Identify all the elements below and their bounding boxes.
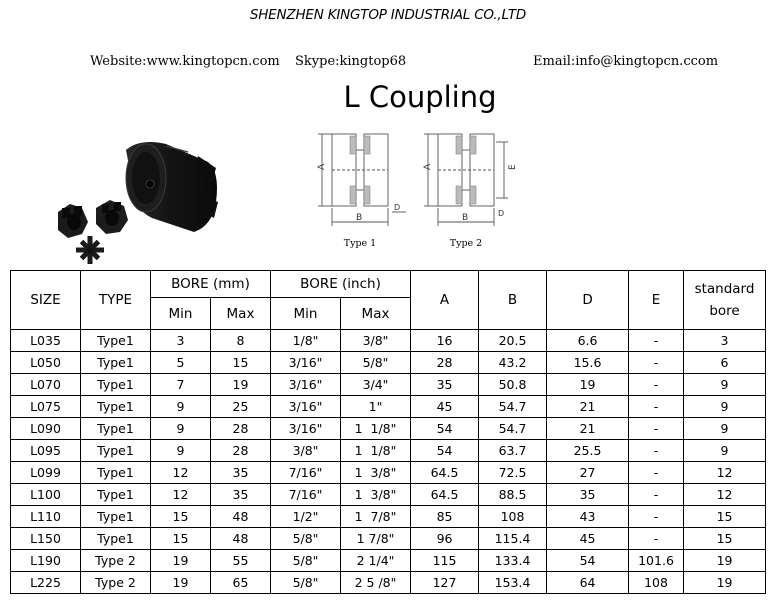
cell-bore-inch-max: 5/8" bbox=[341, 352, 411, 374]
type1-dim-b-label: B bbox=[356, 213, 363, 223]
type2-dimension-drawing bbox=[416, 128, 516, 236]
email-text: Email:info@kingtopcn.ccom bbox=[533, 54, 719, 69]
cell-bore-mm-max: 28 bbox=[211, 418, 271, 440]
cell-a: 64.5 bbox=[411, 462, 479, 484]
cell-e: - bbox=[629, 440, 684, 462]
cell-bore-mm-max: 19 bbox=[211, 374, 271, 396]
cell-b: 63.7 bbox=[479, 440, 547, 462]
cell-standard-bore: 19 bbox=[684, 550, 766, 572]
cell-d: 64 bbox=[547, 572, 629, 594]
header-d: D bbox=[547, 271, 629, 330]
cell-d: 35 bbox=[547, 484, 629, 506]
type1-dim-a-label: A bbox=[317, 163, 327, 170]
cell-e: - bbox=[629, 374, 684, 396]
cell-b: 108 bbox=[479, 506, 547, 528]
cell-standard-bore: 6 bbox=[684, 352, 766, 374]
cell-bore-inch-max: 1 1/8" bbox=[341, 440, 411, 462]
cell-bore-inch-max: 1 3/8" bbox=[341, 462, 411, 484]
cell-type: Type1 bbox=[81, 396, 151, 418]
cell-size: L100 bbox=[11, 484, 81, 506]
cell-standard-bore: 19 bbox=[684, 572, 766, 594]
cell-bore-inch-min: 7/16" bbox=[271, 484, 341, 506]
cell-b: 115.4 bbox=[479, 528, 547, 550]
cell-bore-mm-max: 28 bbox=[211, 440, 271, 462]
cell-type: Type1 bbox=[81, 484, 151, 506]
table-row bbox=[11, 506, 766, 528]
cell-d: 21 bbox=[547, 418, 629, 440]
cell-bore-mm-max: 35 bbox=[211, 462, 271, 484]
cell-e: - bbox=[629, 484, 684, 506]
cell-size: L035 bbox=[11, 330, 81, 352]
cell-d: 54 bbox=[547, 550, 629, 572]
cell-type: Type1 bbox=[81, 330, 151, 352]
cell-bore-mm-max: 48 bbox=[211, 528, 271, 550]
cell-bore-inch-min: 3/16" bbox=[271, 374, 341, 396]
cell-e: - bbox=[629, 506, 684, 528]
cell-bore-mm-min: 15 bbox=[151, 506, 211, 528]
cell-bore-mm-min: 9 bbox=[151, 418, 211, 440]
cell-size: L099 bbox=[11, 462, 81, 484]
cell-type: Type1 bbox=[81, 418, 151, 440]
cell-bore-mm-max: 35 bbox=[211, 484, 271, 506]
cell-standard-bore: 15 bbox=[684, 506, 766, 528]
cell-bore-mm-max: 15 bbox=[211, 352, 271, 374]
cell-bore-mm-min: 12 bbox=[151, 484, 211, 506]
cell-d: 25.5 bbox=[547, 440, 629, 462]
cell-b: 43.2 bbox=[479, 352, 547, 374]
type2-dim-b-label: B bbox=[462, 213, 469, 223]
header-mm-min: Min bbox=[151, 298, 211, 330]
cell-bore-mm-max: 65 bbox=[211, 572, 271, 594]
cell-e: - bbox=[629, 352, 684, 374]
cell-standard-bore: 12 bbox=[684, 462, 766, 484]
cell-type: Type1 bbox=[81, 352, 151, 374]
cell-size: L110 bbox=[11, 506, 81, 528]
cell-bore-inch-max: 2 5 /8" bbox=[341, 572, 411, 594]
cell-standard-bore: 9 bbox=[684, 440, 766, 462]
cell-bore-inch-min: 3/16" bbox=[271, 418, 341, 440]
cell-d: 43 bbox=[547, 506, 629, 528]
table-header-row-1 bbox=[11, 271, 766, 298]
type2-caption: Type 2 bbox=[449, 238, 483, 249]
cell-a: 96 bbox=[411, 528, 479, 550]
cell-bore-inch-min: 5/8" bbox=[271, 572, 341, 594]
cell-bore-mm-max: 8 bbox=[211, 330, 271, 352]
table-row bbox=[11, 396, 766, 418]
type1-dimension-drawing bbox=[310, 128, 410, 236]
cell-a: 115 bbox=[411, 550, 479, 572]
cell-bore-inch-max: 1 7/8" bbox=[341, 528, 411, 550]
cell-size: L050 bbox=[11, 352, 81, 374]
cell-a: 127 bbox=[411, 572, 479, 594]
cell-d: 21 bbox=[547, 396, 629, 418]
table-row bbox=[11, 418, 766, 440]
skype-text: Skype:kingtop68 bbox=[295, 54, 407, 69]
cell-standard-bore: 9 bbox=[684, 396, 766, 418]
cell-e: - bbox=[629, 418, 684, 440]
cell-b: 153.4 bbox=[479, 572, 547, 594]
cell-d: 27 bbox=[547, 462, 629, 484]
cell-bore-mm-max: 25 bbox=[211, 396, 271, 418]
cell-type: Type1 bbox=[81, 440, 151, 462]
cell-bore-mm-max: 55 bbox=[211, 550, 271, 572]
cell-bore-mm-min: 9 bbox=[151, 396, 211, 418]
coupling-spec-table bbox=[10, 270, 766, 594]
cell-bore-mm-min: 9 bbox=[151, 440, 211, 462]
cell-bore-inch-min: 3/16" bbox=[271, 352, 341, 374]
table-row bbox=[11, 330, 766, 352]
cell-d: 45 bbox=[547, 528, 629, 550]
cell-standard-bore: 12 bbox=[684, 484, 766, 506]
cell-size: L075 bbox=[11, 396, 81, 418]
coupling-product-photo bbox=[48, 122, 228, 266]
header-mm-max: Max bbox=[211, 298, 271, 330]
header-size: SIZE bbox=[11, 271, 81, 330]
cell-b: 54.7 bbox=[479, 418, 547, 440]
drawing-type2 bbox=[416, 128, 516, 254]
type2-dim-e-label: E bbox=[508, 164, 518, 170]
cell-type: Type1 bbox=[81, 506, 151, 528]
cell-bore-mm-min: 5 bbox=[151, 352, 211, 374]
table-row bbox=[11, 484, 766, 506]
header-inch-max: Max bbox=[341, 298, 411, 330]
cell-bore-inch-max: 3/8" bbox=[341, 330, 411, 352]
cell-a: 45 bbox=[411, 396, 479, 418]
cell-type: Type1 bbox=[81, 528, 151, 550]
cell-a: 54 bbox=[411, 418, 479, 440]
cell-e: - bbox=[629, 462, 684, 484]
cell-a: 35 bbox=[411, 374, 479, 396]
table-body bbox=[11, 330, 766, 594]
cell-bore-inch-max: 3/4" bbox=[341, 374, 411, 396]
cell-b: 20.5 bbox=[479, 330, 547, 352]
header-standard-bore: standard bore bbox=[684, 271, 766, 330]
cell-a: 85 bbox=[411, 506, 479, 528]
company-name: SHENZHEN KINGTOP INDUSTRIAL CO.,LTD bbox=[249, 7, 527, 23]
header-a: A bbox=[411, 271, 479, 330]
cell-b: 50.8 bbox=[479, 374, 547, 396]
cell-b: 72.5 bbox=[479, 462, 547, 484]
cell-b: 88.5 bbox=[479, 484, 547, 506]
header-bore-mm: BORE (mm) bbox=[151, 271, 271, 298]
cell-bore-mm-min: 12 bbox=[151, 462, 211, 484]
product-title: L Coupling bbox=[343, 80, 497, 114]
cell-e: - bbox=[629, 396, 684, 418]
cell-type: Type1 bbox=[81, 374, 151, 396]
cell-d: 15.6 bbox=[547, 352, 629, 374]
cell-bore-mm-min: 15 bbox=[151, 528, 211, 550]
cell-type: Type 2 bbox=[81, 550, 151, 572]
type1-caption: Type 1 bbox=[343, 238, 377, 249]
cell-bore-inch-min: 1/2" bbox=[271, 506, 341, 528]
cell-b: 54.7 bbox=[479, 396, 547, 418]
cell-b: 133.4 bbox=[479, 550, 547, 572]
table-row bbox=[11, 572, 766, 594]
cell-size: L070 bbox=[11, 374, 81, 396]
header-e: E bbox=[629, 271, 684, 330]
cell-bore-inch-max: 1 7/8" bbox=[341, 506, 411, 528]
cell-a: 28 bbox=[411, 352, 479, 374]
cell-bore-inch-max: 1 1/8" bbox=[341, 418, 411, 440]
cell-bore-inch-min: 7/16" bbox=[271, 462, 341, 484]
table-row bbox=[11, 550, 766, 572]
cell-bore-inch-min: 1/8" bbox=[271, 330, 341, 352]
cell-size: L225 bbox=[11, 572, 81, 594]
header-b: B bbox=[479, 271, 547, 330]
cell-standard-bore: 3 bbox=[684, 330, 766, 352]
cell-bore-mm-min: 3 bbox=[151, 330, 211, 352]
cell-standard-bore: 15 bbox=[684, 528, 766, 550]
cell-bore-inch-min: 3/8" bbox=[271, 440, 341, 462]
header-bore-inch: BORE (inch) bbox=[271, 271, 411, 298]
cell-bore-mm-min: 19 bbox=[151, 572, 211, 594]
cell-bore-mm-min: 19 bbox=[151, 550, 211, 572]
cell-e: - bbox=[629, 528, 684, 550]
cell-e: 108 bbox=[629, 572, 684, 594]
table-row bbox=[11, 440, 766, 462]
cell-bore-inch-min: 5/8" bbox=[271, 550, 341, 572]
cell-bore-inch-max: 1 3/8" bbox=[341, 484, 411, 506]
table-row bbox=[11, 528, 766, 550]
cell-d: 19 bbox=[547, 374, 629, 396]
cell-size: L090 bbox=[11, 418, 81, 440]
type2-dim-a-label: A bbox=[423, 163, 433, 170]
cell-type: Type1 bbox=[81, 462, 151, 484]
header-inch-min: Min bbox=[271, 298, 341, 330]
table-row bbox=[11, 462, 766, 484]
cell-bore-inch-min: 3/16" bbox=[271, 396, 341, 418]
cell-standard-bore: 9 bbox=[684, 418, 766, 440]
cell-standard-bore: 9 bbox=[684, 374, 766, 396]
cell-a: 16 bbox=[411, 330, 479, 352]
cell-bore-inch-max: 2 1/4" bbox=[341, 550, 411, 572]
cell-size: L150 bbox=[11, 528, 81, 550]
cell-a: 64.5 bbox=[411, 484, 479, 506]
cell-a: 54 bbox=[411, 440, 479, 462]
type1-dim-d-label: D bbox=[394, 203, 401, 212]
cell-bore-inch-min: 5/8" bbox=[271, 528, 341, 550]
cell-bore-mm-max: 48 bbox=[211, 506, 271, 528]
cell-bore-mm-min: 7 bbox=[151, 374, 211, 396]
drawing-type1 bbox=[310, 128, 410, 254]
table-row bbox=[11, 352, 766, 374]
type2-dim-d-label: D bbox=[498, 209, 505, 218]
cell-d: 6.6 bbox=[547, 330, 629, 352]
table-row bbox=[11, 374, 766, 396]
cell-size: L190 bbox=[11, 550, 81, 572]
cell-e: - bbox=[629, 330, 684, 352]
cell-size: L095 bbox=[11, 440, 81, 462]
header-type: TYPE bbox=[81, 271, 151, 330]
cell-e: 101.6 bbox=[629, 550, 684, 572]
website-text: Website:www.kingtopcn.com bbox=[90, 54, 280, 69]
cell-type: Type 2 bbox=[81, 572, 151, 594]
cell-bore-inch-max: 1" bbox=[341, 396, 411, 418]
